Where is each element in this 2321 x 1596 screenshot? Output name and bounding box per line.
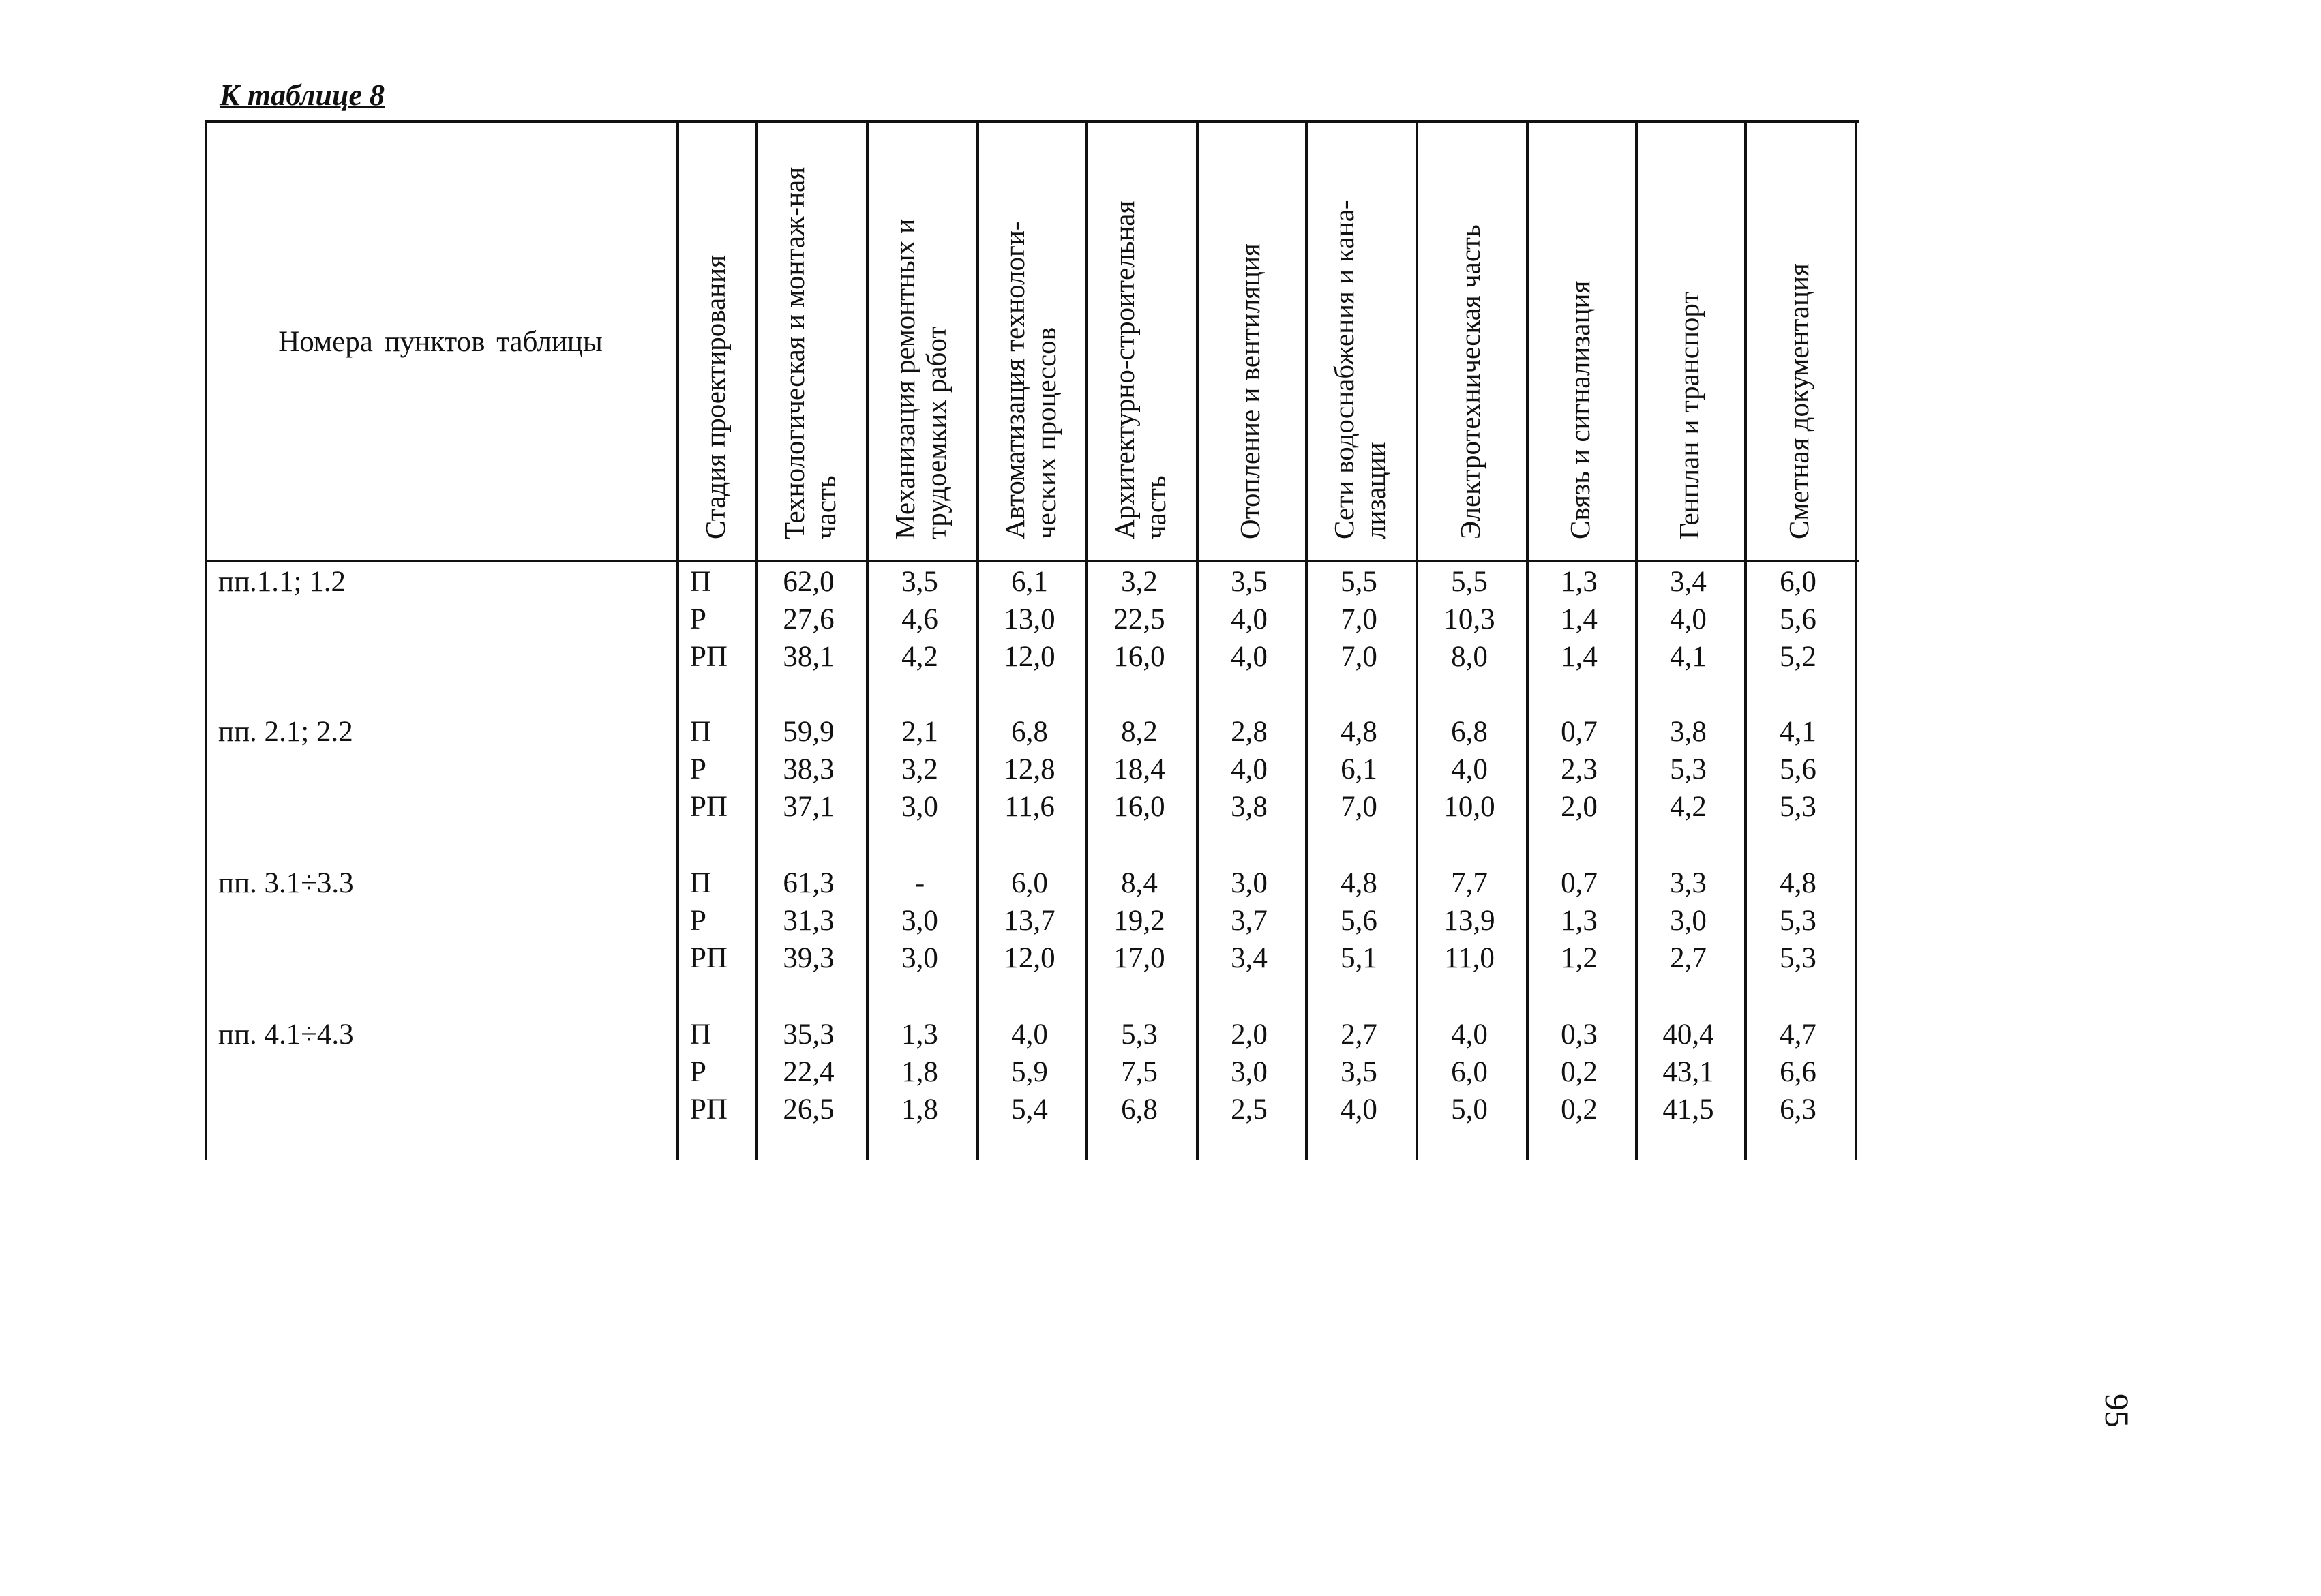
value-cell: 1,8 [901,1056,938,1088]
header-col-mechanization: Механизация ремонтных и трудоемких работ [889,218,952,539]
value-cell: 6,8 [1121,1094,1158,1126]
value-cell: 5,2 [1780,641,1816,673]
value-cell: 35,3 [783,1019,835,1051]
value-cell: 16,0 [1113,641,1165,673]
value-cell: 1,2 [1561,942,1598,974]
value-cell: 5,3 [1780,942,1816,974]
value-cell: 2,5 [1231,1094,1268,1126]
header-col-cell [1416,123,1526,560]
stage-cell: РП [690,942,728,974]
header-col-cell [1635,123,1744,560]
value-cell: 43,1 [1662,1056,1714,1088]
value-cell: 10,0 [1443,791,1495,823]
value-cell: 5,3 [1780,791,1816,823]
header-col-communications: Связь и сигнализация [1564,280,1596,539]
header-col-electrical: Электротехническая часть [1454,224,1486,539]
value-cell: 8,2 [1121,716,1158,748]
value-cell: 2,0 [1231,1019,1268,1051]
value-cell: 61,3 [783,867,835,899]
value-cell: 6,0 [1780,566,1816,598]
header-col-automation: Автоматизация технологи-ческих процессов [999,221,1062,539]
value-cell: 13,0 [1004,603,1055,635]
value-cell: 5,6 [1780,603,1816,635]
value-cell: 4,1 [1670,641,1707,673]
value-cell: 3,0 [901,905,938,937]
value-cell: 4,6 [901,603,938,635]
header-col-technology: Технологическая и монтаж-ная часть [779,166,841,539]
value-cell: 5,0 [1451,1094,1488,1126]
value-cell: 5,6 [1780,753,1816,785]
value-cell: 40,4 [1662,1019,1714,1051]
value-cell: 4,0 [1231,641,1268,673]
value-cell: 22,4 [783,1056,835,1088]
stage-cell: П [690,867,712,899]
stage-cell: П [690,566,712,598]
value-cell: 0,7 [1561,867,1598,899]
group-label: пп. 3.1÷3.3 [218,867,354,899]
value-cell: 7,0 [1341,641,1377,673]
stage-cell: П [690,1019,712,1051]
header-rule [205,560,1859,562]
value-cell: 4,0 [1011,1019,1048,1051]
value-cell: 8,0 [1451,641,1488,673]
value-cell: 6,8 [1011,716,1048,748]
header-col-water: Сети водоснабжения и кана-лизации [1328,200,1391,539]
header-row-label: Номера пунктов таблицы [278,325,603,358]
value-cell: 3,0 [1231,1056,1268,1088]
header-col-cell [1744,123,1855,560]
value-cell: 3,8 [1670,716,1707,748]
value-cell: 3,0 [901,791,938,823]
value-cell: 27,6 [783,603,835,635]
value-cell: 3,0 [901,942,938,974]
stage-cell: Р [690,1056,706,1088]
value-cell: 3,0 [1231,867,1268,899]
value-cell: 5,6 [1341,905,1377,937]
value-cell: 4,2 [901,641,938,673]
value-cell: 1,3 [1561,566,1598,598]
value-cell: 31,3 [783,905,835,937]
value-cell: 7,7 [1451,867,1488,899]
header-col-cell [1085,123,1196,560]
value-cell: 17,0 [1113,942,1165,974]
header-stage-cell [676,123,755,560]
header-col-cell [1196,123,1305,560]
value-cell: 1,8 [901,1094,938,1126]
value-cell: 3,0 [1670,905,1707,937]
header-stage: Стадия проектирования [700,255,732,539]
header-col-estimates: Сметная документация [1783,263,1815,539]
value-cell: 0,3 [1561,1019,1598,1051]
value-cell: 5,3 [1780,905,1816,937]
value-cell: 62,0 [783,566,835,598]
value-cell: 4,0 [1341,1094,1377,1126]
value-cell: 7,0 [1341,791,1377,823]
value-cell: 6,1 [1011,566,1048,598]
value-cell: 18,4 [1113,753,1165,785]
value-cell: 3,7 [1231,905,1268,937]
group-label: пп. 2.1; 2.2 [218,716,353,748]
value-cell: 6,0 [1011,867,1048,899]
value-cell: 16,0 [1113,791,1165,823]
value-cell: 2,7 [1670,942,1707,974]
value-cell: 3,2 [1121,566,1158,598]
value-cell: 13,7 [1004,905,1055,937]
value-cell: 2,8 [1231,716,1268,748]
value-cell: 6,6 [1780,1056,1816,1088]
group-label: пп. 4.1÷4.3 [218,1019,354,1051]
value-cell: 1,4 [1561,641,1598,673]
value-cell: 1,3 [1561,905,1598,937]
value-cell: 12,0 [1004,942,1055,974]
stage-cell: П [690,716,712,748]
stage-cell: Р [690,603,706,635]
value-cell: 10,3 [1443,603,1495,635]
value-cell: 3,8 [1231,791,1268,823]
value-cell: 2,3 [1561,753,1598,785]
value-cell: 5,4 [1011,1094,1048,1126]
header-col-architecture: Архитектурно-строительная часть [1109,200,1171,539]
table-caption: К таблице 8 [220,78,385,112]
value-cell: 2,0 [1561,791,1598,823]
header-col-cell [1526,123,1635,560]
value-cell: 12,0 [1004,641,1055,673]
value-cell: 4,2 [1670,791,1707,823]
value-cell: 4,0 [1451,753,1488,785]
stage-cell: РП [690,641,728,673]
value-cell: 4,8 [1341,867,1377,899]
value-cell: 4,8 [1780,867,1816,899]
value-cell: 3,4 [1670,566,1707,598]
value-cell: 2,7 [1341,1019,1377,1051]
value-cell: 3,5 [1341,1056,1377,1088]
value-cell: 59,9 [783,716,835,748]
value-cell: 39,3 [783,942,835,974]
value-cell: 7,5 [1121,1056,1158,1088]
value-cell: 5,3 [1121,1019,1158,1051]
value-cell: 13,9 [1443,905,1495,937]
value-cell: 0,2 [1561,1094,1598,1126]
value-cell: 37,1 [783,791,835,823]
value-cell: 5,5 [1451,566,1488,598]
value-cell: 0,2 [1561,1056,1598,1088]
value-cell: 5,1 [1341,942,1377,974]
value-cell: 6,0 [1451,1056,1488,1088]
value-cell: 38,1 [783,641,835,673]
value-cell: 4,0 [1231,753,1268,785]
value-cell: 38,3 [783,753,835,785]
header-col-cell [1305,123,1416,560]
value-cell: 3,4 [1231,942,1268,974]
value-cell: 4,0 [1670,603,1707,635]
header-col-cell [976,123,1085,560]
value-cell: 0,7 [1561,716,1598,748]
header-col-heating: Отопление и вентиляция [1234,243,1266,539]
group-label: пп.1.1; 1.2 [218,566,346,598]
value-cell: 5,3 [1670,753,1707,785]
value-cell: 26,5 [783,1094,835,1126]
value-cell: 3,2 [901,753,938,785]
value-cell: 3,5 [901,566,938,598]
value-cell: 5,5 [1341,566,1377,598]
value-cell: 4,7 [1780,1019,1816,1051]
value-cell: 8,4 [1121,867,1158,899]
value-cell: - [914,867,925,899]
value-cell: 6,8 [1451,716,1488,748]
grid-line [1855,123,1857,1160]
value-cell: 4,8 [1341,716,1377,748]
stage-cell: Р [690,753,706,785]
value-cell: 1,3 [901,1019,938,1051]
header-col-cell [755,123,866,560]
value-cell: 41,5 [1662,1094,1714,1126]
header-col-masterplan: Генплан и транспорт [1673,291,1705,539]
value-cell: 7,0 [1341,603,1377,635]
stage-cell: Р [690,905,706,937]
header-col-cell [866,123,976,560]
value-cell: 1,4 [1561,603,1598,635]
value-cell: 4,0 [1231,603,1268,635]
page-number: 95 [2098,1394,2136,1428]
value-cell: 22,5 [1113,603,1165,635]
value-cell: 2,1 [901,716,938,748]
value-cell: 6,3 [1780,1094,1816,1126]
value-cell: 4,1 [1780,716,1816,748]
stage-cell: РП [690,791,728,823]
value-cell: 3,3 [1670,867,1707,899]
value-cell: 6,1 [1341,753,1377,785]
value-cell: 19,2 [1113,905,1165,937]
value-cell: 3,5 [1231,566,1268,598]
data-table [205,120,1859,1160]
value-cell: 4,0 [1451,1019,1488,1051]
value-cell: 11,6 [1004,791,1055,823]
stage-cell: РП [690,1094,728,1126]
value-cell: 12,8 [1004,753,1055,785]
value-cell: 5,9 [1011,1056,1048,1088]
value-cell: 11,0 [1444,942,1495,974]
